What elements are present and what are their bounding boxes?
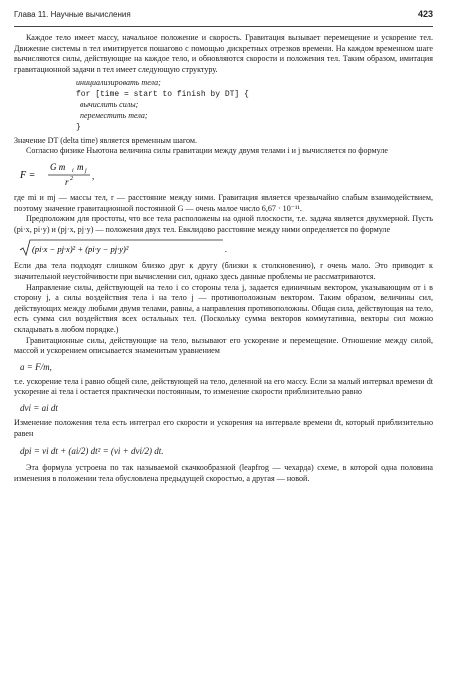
svg-text:m: m xyxy=(77,162,84,173)
page-number: 423 xyxy=(417,9,433,19)
position-formula xyxy=(20,442,433,460)
paragraph-collision: Если два тела подходят слишком близко друг к другу (близки к столкновению), r очень мало. Это приводит к значительной неустойчивости при вычислении сил, однако здесь данные проблемы не рассматриваются. xyxy=(14,261,433,282)
newton-equation: a = F/m, xyxy=(20,361,52,372)
paragraph-plane: Предположим для простоты, что все тела расположены на одной плоскости, т.е. задача является двухмерной. Пусть (pi·x, pi·y) и (pj·x, pj·y) — положения двух тел. Евклидово расстояние между ними определяется по формуле xyxy=(14,214,433,234)
paragraph-dt: Значение DT (delta time) является временным шагом. xyxy=(14,135,197,145)
paragraph-acceleration: Гравитационные силы, действующие на тело, вызывают его ускорение и перемещение. Отношение между силой, массой и ускорением описывается знаменитым уравнением xyxy=(14,335,433,356)
velocity-formula xyxy=(20,401,433,415)
position-equation: dpi = vi dt + (ai/2) dt² = (vi + dvi/2) dt. xyxy=(20,446,164,457)
code-line: } xyxy=(76,122,81,132)
code-line: переместить тела; xyxy=(76,111,148,121)
svg-text:i: i xyxy=(72,168,74,175)
paragraph-newton-force: Согласно физике Ньютона величина силы гравитации между двумя телами i и j вычисляется по формуле xyxy=(26,146,388,156)
gravity-lhs: F = xyxy=(20,170,36,182)
distance-formula xyxy=(18,238,433,258)
newton-formula xyxy=(20,360,433,374)
svg-text:,: , xyxy=(92,171,95,182)
paragraph-direction: Направление силы, действующей на тело i со стороны тела j, задается единичным вектором, указывающим от i в сторону j, а силы воздействия тела i на тело j — противоположным вектором. Таким образом, величины сил, действующих между любыми двумя телами, равны, а направления противоположны. Общая сила, действующая на тело, есть сумма сил воздействия всех остальных тел. (Поскольку сумма векторов коммутативна, векторы сил можно складывать в любом порядке.) xyxy=(14,282,433,334)
code-line: вычислить силы; xyxy=(76,99,139,109)
code-line: инициализировать тела; xyxy=(76,78,161,88)
paragraph-position: Изменение положения тела есть интеграл его скорости и ускорения на интервале времени dt, который приблизительно равен xyxy=(14,417,433,438)
chapter-title: Глава 11. Научные вычисления xyxy=(14,10,131,19)
running-header xyxy=(14,6,433,27)
svg-text:.: . xyxy=(225,244,228,255)
svg-text:j: j xyxy=(85,168,87,175)
gravity-numerator: G m xyxy=(50,162,66,173)
code-line: for [time = start to finish by DT] { xyxy=(76,89,249,99)
svg-text:2: 2 xyxy=(70,176,73,183)
velocity-equation: dvi = ai dt xyxy=(20,402,58,413)
distance-expression: (pi·x − pj·x)² + (pi·y − pj·y)² xyxy=(32,244,129,255)
paragraph-leapfrog: Эта формула устроена по так называемой скачкообразной (leapfrog — чехарда) схеме, в которой одна половина изменения в положении тела обусловлена предыдущей скоростью, а другая — новой. xyxy=(14,463,433,483)
gravity-formula xyxy=(18,160,433,190)
gravity-denominator: r xyxy=(65,177,69,188)
paragraph-masses: где mi и mj — массы тел, r — расстояние между ними. Гравитация является чрезвычайно слабым взаимодействием, поэтому значение гравитационной постоянной G — очень малое число 6,67 · 10⁻¹¹. xyxy=(14,193,433,213)
paragraph-intro: Каждое тело имеет массу, начальное положение и скорость. Гравитация вызывает перемещение и ускорение тел. Движение системы n тел имитируется пошагово с помощью дискретных отрезков времени. На каждом временном шаге вычисляются силы, действующие на каждое тело, и обновляются скорости и положения тел. Таким образом, имитация гравитационной задачи n тел имеет следующую структуру. xyxy=(14,33,433,74)
paragraph-velocity: т.е. ускорение тела i равно общей силе, действующей на тело, деленной на его массу. Если за малый интервал времени dt ускорение ai тела i остается практически постоянным, то изменение скорости приблизительно равно xyxy=(14,376,433,397)
pseudocode-block xyxy=(76,78,433,132)
